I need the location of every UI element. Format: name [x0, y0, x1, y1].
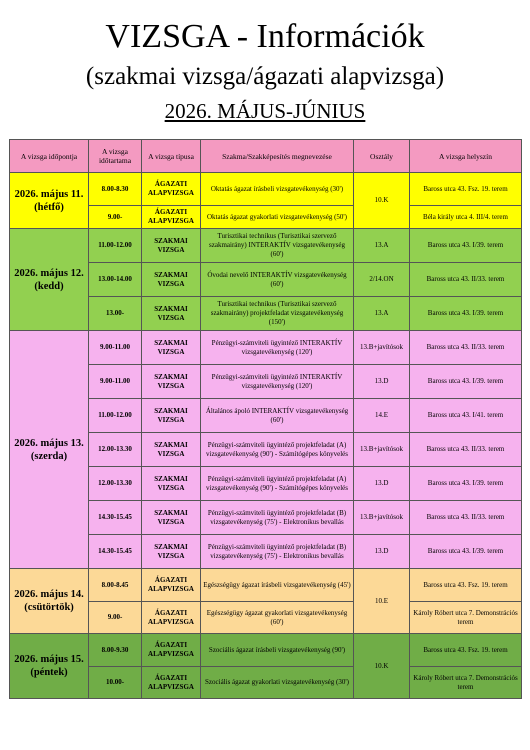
exam-place: Béla király utca 4. III/4. terem [410, 206, 522, 229]
exam-time: 8.00-8.30 [89, 173, 142, 206]
exam-class: 13.D [354, 535, 410, 569]
exam-time: 12.00-13.30 [89, 433, 142, 467]
exam-type: SZAKMAI VIZSGA [142, 467, 201, 501]
exam-place: Baross utca 43. Fsz. 19. terem [410, 569, 522, 602]
table-row [10, 229, 522, 263]
exam-type: ÁGAZATI ALAPVIZSGA [142, 667, 201, 699]
exam-date: 2026. május 12. (kedd) [10, 229, 89, 331]
exam-class: 2/14.ON [354, 263, 410, 297]
exam-type: SZAKMAI VIZSGA [142, 501, 201, 535]
col-header-type: A vizsga típusa [142, 140, 201, 173]
exam-date: 2026. május 13. (szerda) [10, 331, 89, 569]
exam-time: 14.30-15.45 [89, 535, 142, 569]
exam-time: 13.00-14.00 [89, 263, 142, 297]
exam-name: Pénzügyi-számviteli ügyintéző INTERAKTÍV vizsgatevékenység (120') [201, 331, 354, 365]
exam-name: Pénzügyi-számviteli ügyintéző projektfeladat (B) vizsgatevékenység (75') - Elektronikus bevallás [201, 535, 354, 569]
exam-time: 8.00-8.45 [89, 569, 142, 602]
exam-name: Turisztikai technikus (Turisztikai szervező szakmairány) INTERAKTÍV vizsgatevékenység (60') [201, 229, 354, 263]
exam-type: SZAKMAI VIZSGA [142, 229, 201, 263]
exam-class: 13.A [354, 229, 410, 263]
exam-place: Baross utca 43. Fsz. 19. terem [410, 173, 522, 206]
exam-class: 13.B+javítósok [354, 433, 410, 467]
exam-type: SZAKMAI VIZSGA [142, 331, 201, 365]
exam-type: SZAKMAI VIZSGA [142, 535, 201, 569]
exam-time: 11.00-12.00 [89, 229, 142, 263]
exam-place: Baross utca 43. I/39. terem [410, 467, 522, 501]
exam-type: ÁGAZATI ALAPVIZSGA [142, 173, 201, 206]
page-subtitle: (szakmai vizsga/ágazati alapvizsga) [85, 63, 445, 90]
exam-time: 8.00-9.30 [89, 634, 142, 667]
exam-class: 10.E [354, 569, 410, 634]
exam-name: Egészségügy ágazat írásbeli vizsgatevékenység (45') [201, 569, 354, 602]
exam-name: Oktatás ágazat gyakorlati vizsgatevékenység (50') [201, 206, 354, 229]
exam-type: ÁGAZATI ALAPVIZSGA [142, 634, 201, 667]
exam-time: 9.00-11.00 [89, 365, 142, 399]
exam-type: ÁGAZATI ALAPVIZSGA [142, 206, 201, 229]
exam-type: ÁGAZATI ALAPVIZSGA [142, 602, 201, 634]
exam-time: 14.30-15.45 [89, 501, 142, 535]
exam-time: 10.00- [89, 667, 142, 699]
exam-time: 11.00-12.00 [89, 399, 142, 433]
exam-class: 13.D [354, 365, 410, 399]
col-header-class: Osztály [354, 140, 410, 173]
exam-class: 10.K [354, 634, 410, 699]
exam-name: Pénzügyi-számviteli ügyintéző projektfeladat (A) vizsgatevékenység (90') - Számítógépes könyvelés [201, 433, 354, 467]
table-row [10, 331, 522, 365]
exam-class: 10.K [354, 173, 410, 229]
exam-place: Baross utca 43. I/39. terem [410, 297, 522, 331]
exam-place: Baross utca 43. II/33. terem [410, 501, 522, 535]
exam-place: Baross utca 43. I/39. terem [410, 365, 522, 399]
exam-name: Egészségügy ágazat gyakorlati vizsgatevékenység (60') [201, 602, 354, 634]
exam-type: SZAKMAI VIZSGA [142, 297, 201, 331]
table-row [10, 173, 522, 206]
exam-time: 9.00-11.00 [89, 331, 142, 365]
exam-name: Pénzügyi-számviteli ügyintéző projektfeladat (B) vizsgatevékenység (75') - Elektronikus bevallás [201, 501, 354, 535]
exam-name: Szociális ágazat gyakorlati vizsgatevékenység (30') [201, 667, 354, 699]
col-header-place: A vizsga helyszín [410, 140, 522, 173]
exam-type: SZAKMAI VIZSGA [142, 399, 201, 433]
exam-name: Pénzügyi-számviteli ügyintéző projektfeladat (A) vizsgatevékenység (90') - Számítógépes könyvelés [201, 467, 354, 501]
exam-class: 13.A [354, 297, 410, 331]
exam-time: 9.00- [89, 206, 142, 229]
exam-place: Baross utca 43. I/39. terem [410, 535, 522, 569]
exam-place: Baross utca 43. II/33. terem [410, 263, 522, 297]
exam-time: 9.00- [89, 602, 142, 634]
exam-name: Óvodai nevelő INTERAKTÍV vizsgatevékenység (60') [201, 263, 354, 297]
page-title: VIZSGA - Információk [105, 18, 425, 55]
exam-class: 13.B+javítósok [354, 501, 410, 535]
exam-type: SZAKMAI VIZSGA [142, 433, 201, 467]
exam-place: Károly Róbert utca 7. Demonstrációs terem [410, 667, 522, 699]
exam-date: 2026. május 14. (csütörtök) [10, 569, 89, 634]
exam-schedule-table [9, 139, 522, 699]
table-row [10, 569, 522, 602]
exam-type: ÁGAZATI ALAPVIZSGA [142, 569, 201, 602]
table-header-row [10, 140, 522, 173]
col-header-name: Szakma/Szakképesítés megnevezése [201, 140, 354, 173]
exam-name: Oktatás ágazat írásbeli vizsgatevékenység (30') [201, 173, 354, 206]
exam-name: Turisztikai technikus (Turisztikai szervező szakmairány) projektfeladat vizsgatevékenység (150') [201, 297, 354, 331]
exam-place: Baross utca 43. I/41. terem [410, 399, 522, 433]
exam-class: 13.B+javítósok [354, 331, 410, 365]
exam-place: Baross utca 43. Fsz. 19. terem [410, 634, 522, 667]
exam-place: Baross utca 43. II/33. terem [410, 331, 522, 365]
exam-type: SZAKMAI VIZSGA [142, 365, 201, 399]
exam-place: Károly Róbert utca 7. Demonstrációs terem [410, 602, 522, 634]
exam-date: 2026. május 15. (péntek) [10, 634, 89, 699]
exam-place: Baross utca 43. II/33. terem [410, 433, 522, 467]
exam-period: 2026. MÁJUS-JÚNIUS [164, 99, 366, 123]
exam-name: Szociális ágazat írásbeli vizsgatevékenység (90') [201, 634, 354, 667]
exam-class: 13.D [354, 467, 410, 501]
exam-place: Baross utca 43. I/39. terem [410, 229, 522, 263]
exam-time: 13.00- [89, 297, 142, 331]
table-row [10, 634, 522, 667]
exam-name: Pénzügyi-számviteli ügyintéző INTERAKTÍV vizsgatevékenység (120') [201, 365, 354, 399]
col-header-date: A vizsga időpontja [10, 140, 89, 173]
exam-type: SZAKMAI VIZSGA [142, 263, 201, 297]
col-header-duration: A vizsga időtartama [89, 140, 142, 173]
exam-time: 12.00-13.30 [89, 467, 142, 501]
exam-date: 2026. május 11. (hétfő) [10, 173, 89, 229]
exam-name: Általános ápoló INTERAKTÍV vizsgatevékenység (60') [201, 399, 354, 433]
exam-class: 14.E [354, 399, 410, 433]
